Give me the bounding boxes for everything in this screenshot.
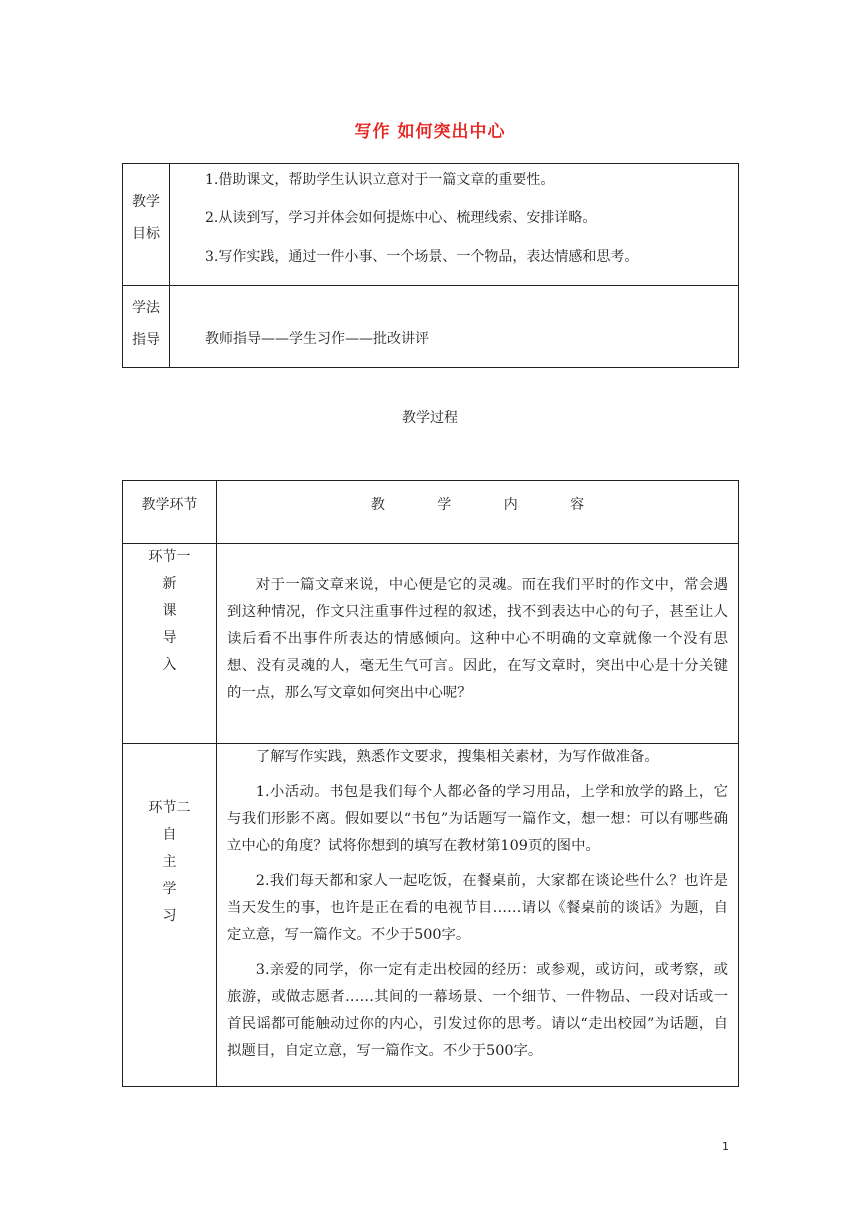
section1-row	[123, 544, 739, 744]
section2-label-line: 习	[162, 908, 177, 924]
section2-row	[123, 744, 739, 1087]
goal-item: 2.从读到写，学习并体会如何提炼中心、梳理线索、安排详略。	[205, 210, 597, 226]
section2-item: 2.我们每天都和家人一起吃饭，在餐桌前，大家都在谈论些什么？也许是当天发生的事，也许是正在看的电视节目……请以《餐桌前的谈话》为题，自定立意，写一篇作文。不少于500字。	[227, 873, 728, 943]
method-content	[170, 286, 739, 368]
section1-paragraph: 对于一篇文章来说，中心便是它的灵魂。而在我们平时的作文中，常会遇到这种情况，作文只注重事件过程的叙述，找不到表达中心的句子，甚至让人读后看不出事件所表达的情感倾向。这种中心不明确的文章就像一个没有思想、没有灵魂的人，毫无生气可言。因此，在写文章时，突出中心是十分关键的一点，那么写文章如何突出中心呢？	[227, 577, 728, 701]
section2-label-line: 环节二	[148, 800, 191, 816]
section1-label-line: 新	[162, 576, 177, 592]
section2-content	[217, 744, 739, 1087]
section2-item: 1.小活动。书包是我们每个人都必备的学习用品，上学和放学的路上，它与我们形影不离。假如要以“书包”为话题写一篇作文，想一想：可以有哪些确立中心的角度？试将你想到的填写在教材第109页的图中。	[227, 784, 728, 854]
section2-label-line: 学	[162, 881, 177, 897]
process-table	[122, 480, 739, 1087]
section1-label-line: 环节一	[148, 549, 191, 565]
section1-content	[217, 544, 739, 744]
process-header-row	[123, 481, 739, 544]
goals-label	[123, 164, 170, 286]
goals-table	[122, 163, 739, 368]
section1-label-line: 导	[162, 630, 177, 646]
section2-label	[123, 744, 217, 1087]
method-label-line1: 学法	[132, 300, 160, 316]
header-char: 学	[437, 497, 452, 513]
document-title: 写作 如何突出中心	[354, 122, 506, 142]
process-heading: 教学过程	[402, 410, 458, 426]
section1-label	[123, 544, 217, 744]
section2-label-line: 自	[162, 827, 177, 843]
header-char: 教	[370, 497, 385, 513]
goals-content	[170, 164, 739, 286]
section1-label-line: 入	[162, 657, 177, 673]
page-number: 1	[722, 1140, 729, 1153]
method-label-line2: 指导	[132, 332, 160, 348]
col-header-content	[217, 481, 739, 544]
goals-label-line2: 目标	[132, 226, 160, 242]
header-char: 内	[503, 497, 518, 513]
section2-intro: 了解写作实践，熟悉作文要求，搜集相关素材，为写作做准备。	[255, 749, 659, 765]
header-char: 容	[570, 497, 585, 513]
method-text: 教师指导——学生习作——批改讲评	[205, 331, 429, 347]
goal-item: 1.借助课文，帮助学生认识立意对于一篇文章的重要性。	[205, 172, 555, 188]
section2-label-line: 主	[162, 854, 177, 870]
col-header-section: 教学环节	[123, 481, 217, 544]
section1-label-line: 课	[162, 603, 177, 619]
goal-item: 3.写作实践，通过一件小事、一个场景、一个物品，表达情感和思考。	[205, 249, 639, 265]
method-label	[123, 286, 170, 368]
section2-item: 3.亲爱的同学，你一定有走出校园的经历：或参观，或访问，或考察，或旅游，或做志愿者……其间的一幕场景、一个细节、一件物品、一段对话或一首民谣都可能触动过你的内心，引发过你的思考。请以“走出校园”为话题，自拟题目，自定立意，写一篇作文。不少于500字。	[227, 962, 728, 1059]
goals-label-line1: 教学	[132, 194, 160, 210]
